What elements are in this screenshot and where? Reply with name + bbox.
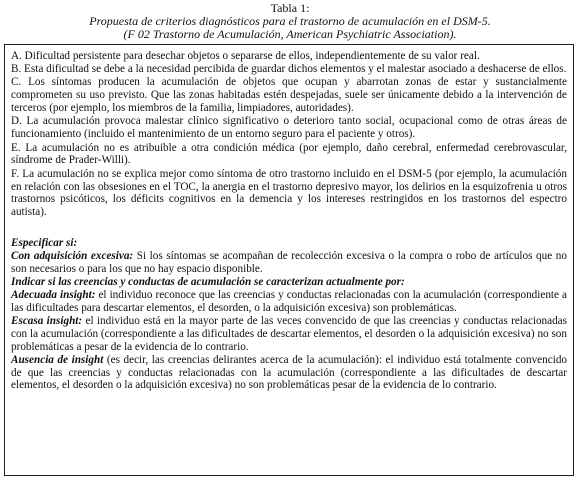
specifier-section [11,237,567,393]
specifier-excessive [11,250,567,276]
insight-adequate-label: Adecuada insight: [11,288,96,301]
criterion-b: B. Esta dificultad se debe a la necesidad percibida de guardar dichos elementos y el malestar asociado a deshacerse de ellos. [11,63,567,76]
insight-adequate-text: el individuo reconoce que las creencias y conductas relacionadas con la acumulación (correspondiente a las dificultades para descartar elementos, el desorden, o la adquisición excesiva) son problemáticas. [11,288,567,314]
insight-heading: Indicar si las creencias y conductas de acumulación se caracterizan actualmente por: [11,275,405,288]
criterion-e: E. La acumulación no es atribuible a otra condición médica (por ejemplo, daño cerebral, enfermedad cerebrovascular, síndrome de Prader-Willi). [11,141,567,167]
specifier-heading: Especificar si: [11,236,78,249]
specifier-excessive-text: Si los síntomas se acompañan de recolección excesiva o la compra o robo de artículos que no son necesarios o para los que no hay espacio disponible. [11,249,567,275]
criterion-f: F. La acumulación no se explica mejor como síntoma de otro trastorno incluido en el DSM-5 (por ejemplo, la acumulación en relación con las obsesiones en el TOC, la anergia en el trastorno depresivo mayor, los delirios en la esquizofrenia u otros trastornos psicóticos, los déficits cognitivos en la demencia y los intereses restringidos en los trastornos del espectro autista). [11,167,567,219]
insight-poor [11,315,567,354]
criterion-c: C. Los síntomas producen la acumulación de objetos que ocupan y abarrotan zonas de estar y sustancialmente comprometen su uso previsto. Que las zonas habitadas estén despejadas, suele ser únicamente debido a la intervención de terceros (por ejemplo, los miembros de la familia, limpiadores, autoridades). [11,76,567,115]
table-label: Tabla 1: [270,1,310,15]
table-heading [0,0,580,41]
insight-poor-text: el individuo está en la mayor parte de las veces convencido de que las creencias y conductas relacionadas con la acumulación (correspondiente a las dificultades de descartar elementos, el desorden o la adquisición excesiva) no son problemáticas a pesar de la evidencia de lo contrario. [11,314,568,353]
specifier-excessive-label: Con adquisición excesiva: [11,249,134,262]
criterion-d: D. La acumulación provoca malestar clínico significativo o deterioro tanto social, ocupacional como de otras áreas de funcionamiento (incluido el mantenimiento de un entorno seguro para el paciente y otros). [11,115,567,141]
insight-absent-text: (es decir, las creencias delirantes acerca de la acumulación): el individuo está totalmente convencido de que las creencias y conductas relacionadas con la acumulación (correspondiente a las dificultades de descartar elementos, el desorden o la adquisición excesiva) no son problemáticas pesar de la evidencia de lo contrario. [11,353,568,392]
insight-poor-label: Escasa insight: [11,314,83,327]
criterion-a: A. Dificultad persistente para desechar objetos o separarse de ellos, independientemente de su valor real. [11,50,480,62]
insight-adequate [11,289,567,315]
insight-absent-label: Ausencia de insight [11,353,104,366]
insight-absent [11,354,567,393]
table-subtitle: Propuesta de criterios diagnósticos para el trastorno de acumulación en el DSM-5. [89,14,491,28]
criteria-box [4,44,574,476]
table-source: (F 02 Trastorno de Acumulación, American Psychiatric Association). [123,27,457,41]
section-spacer [11,220,567,237]
